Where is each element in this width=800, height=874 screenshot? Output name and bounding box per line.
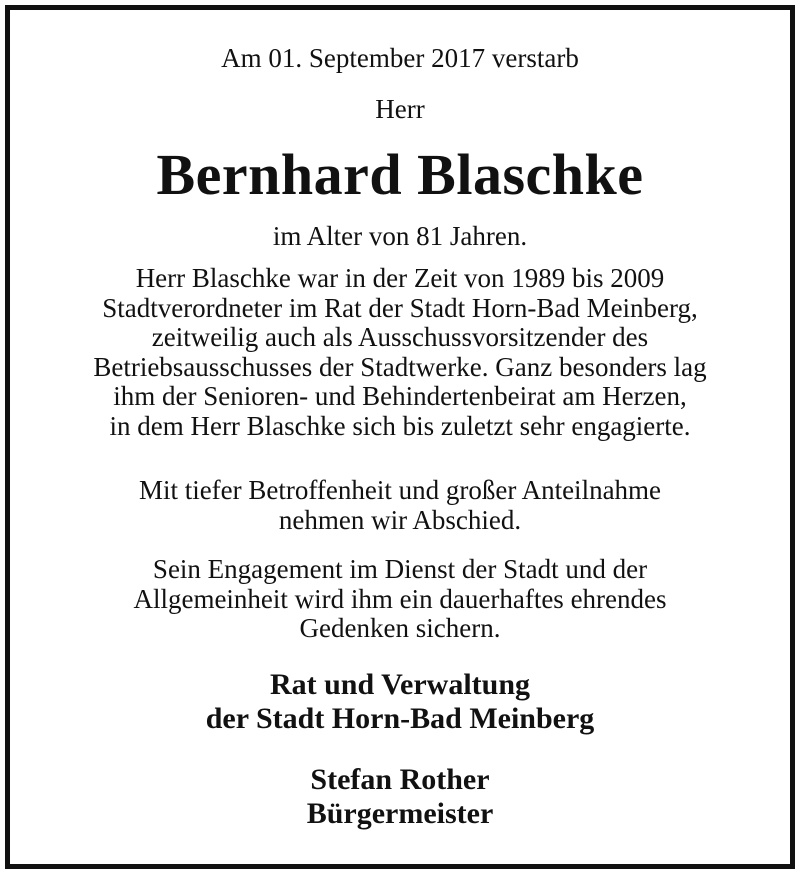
text-line: Betriebsausschusses der Stadtwerke. Ganz besonders lag bbox=[93, 351, 707, 382]
honorific: Herr bbox=[375, 94, 425, 124]
signatory-name: Stefan Rother bbox=[310, 763, 490, 796]
signature-line: der Stadt Horn-Bad Meinberg bbox=[205, 702, 595, 735]
text-line: Sein Engagement im Dienst der Stadt und der bbox=[152, 554, 648, 584]
deceased-name: Bernhard Blaschke bbox=[156, 142, 644, 207]
text-line: Allgemeinheit wird ihm ein dauerhaftes ehrendes bbox=[133, 583, 667, 614]
signatory-title: Bürgermeister bbox=[306, 797, 494, 830]
signature-person bbox=[0, 763, 800, 831]
intro-line: Am 01. September 2017 verstarb bbox=[221, 43, 579, 73]
age-line: im Alter von 81 Jahren. bbox=[272, 221, 528, 251]
text-line: Stadtverordneter im Rat der Stadt Horn-Bad Meinberg, bbox=[102, 292, 698, 323]
text-line: nehmen wir Abschied. bbox=[278, 504, 522, 535]
biography-paragraph bbox=[0, 264, 800, 441]
remembrance-paragraph bbox=[0, 555, 800, 644]
text-line: Mit tiefer Betroffenheit und großer Anteilnahme bbox=[138, 475, 662, 505]
signature-line: Rat und Verwaltung bbox=[269, 668, 531, 701]
text-line: zeitweilig auch als Ausschussvorsitzender des bbox=[151, 322, 649, 352]
text-line: ihm der Senioren- und Behindertenbeirat am Herzen, bbox=[113, 381, 687, 411]
signature-organization bbox=[0, 668, 800, 736]
text-line: Gedenken sichern. bbox=[299, 613, 501, 643]
text-line: Herr Blaschke war in der Zeit von 1989 bis 2009 bbox=[135, 263, 665, 293]
text-line: in dem Herr Blaschke sich bis zuletzt sehr engagierte. bbox=[109, 410, 691, 441]
condolence-paragraph bbox=[0, 476, 800, 535]
